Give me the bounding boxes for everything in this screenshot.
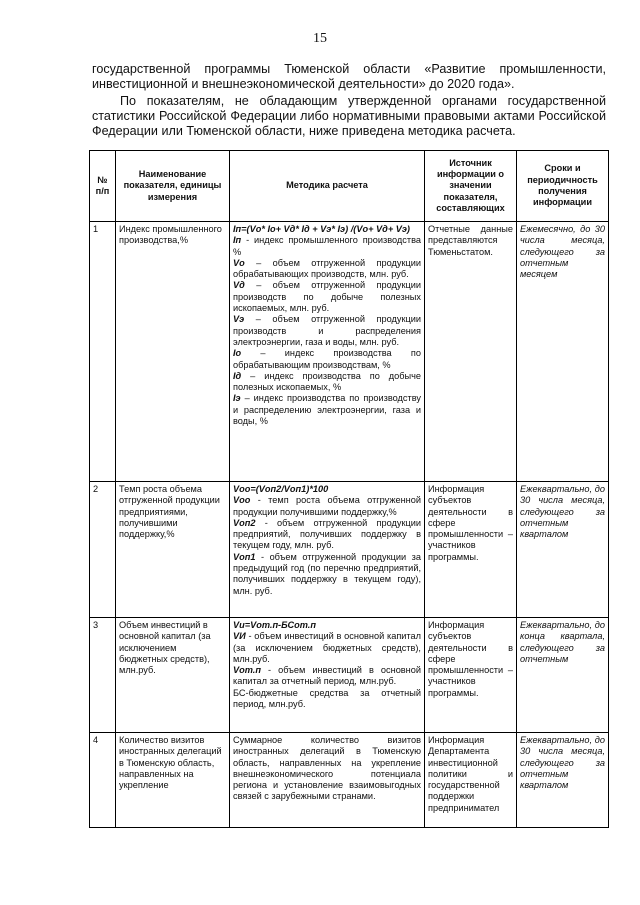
method-line xyxy=(233,495,421,518)
method-line xyxy=(233,484,421,495)
header-source: Источник информации о значении показателя, составляющих xyxy=(425,151,517,222)
calculation-method xyxy=(230,222,425,482)
information-term: Ежеквартально, до 30 числа месяца, следующего за отчетным кварталом xyxy=(517,733,609,828)
variable-symbol: Vэ xyxy=(233,314,245,325)
variable-symbol: Vоо xyxy=(233,495,251,506)
intro-paragraph xyxy=(92,62,606,92)
information-source: Информация Департамента инвестиционной политики и государственной поддержки предпринимател xyxy=(425,733,517,828)
indicator-name: Темп роста объема отгруженной продукции предприятиями, получившими поддержку,% xyxy=(116,482,230,618)
variable-symbol: Iд xyxy=(233,370,242,381)
method-line xyxy=(233,371,421,394)
intro-text: государственной программы Тюменской области «Развитие промышленности, инвестиционной и внешнеэкономической деятельности» до 2020 года». xyxy=(92,62,606,92)
variable-description: – объем отгруженной продукции производств и распределения электроэнергии, газа и воды, млн. руб. xyxy=(233,314,421,347)
method-line xyxy=(233,631,421,665)
information-term: Ежеквартально, до 30 числа месяца, следующего за отчетным кварталом xyxy=(517,482,609,618)
row-number: 4 xyxy=(90,733,116,828)
method-line xyxy=(233,348,421,371)
calculation-method xyxy=(230,618,425,733)
variable-symbol: Vд xyxy=(233,280,245,291)
method-line xyxy=(233,552,421,597)
indicator-name: Объем инвестиций в основной капитал (за исключением бюджетных средств), млн.руб. xyxy=(116,618,230,733)
page-number: 15 xyxy=(313,31,327,46)
method-line xyxy=(233,280,421,314)
intro-paragraph-2 xyxy=(92,94,606,140)
calculation-method xyxy=(230,482,425,618)
indicator-name: Индекс промышленного производства,% xyxy=(116,222,230,482)
variable-symbol: VИ xyxy=(233,631,246,642)
variable-description: БС-бюджетные средства за отчетный период, млн.руб. xyxy=(233,687,421,710)
method-line xyxy=(233,518,421,552)
row-number: 1 xyxy=(90,222,116,482)
information-term: Ежемесячно, до 30 числа месяца, следующего за отчетным месяцем xyxy=(517,222,609,482)
variable-description: - объем инвестиций в основной капитал за отчетный период, млн.руб. xyxy=(233,665,421,687)
method-line xyxy=(233,258,421,281)
header-num: № п/п xyxy=(90,151,116,222)
method-line xyxy=(233,235,421,258)
intro-text-2: По показателям, не обладающим утвержденной органами государственной статистики Российской Федерации либо нормативными правовыми актами Российской Федерации или Тюменской области, ниже приведена методика расчета. xyxy=(92,94,606,139)
table-row xyxy=(90,733,609,828)
variable-description: – индекс производства по производству и распределению электроэнергии, газа и воды, % xyxy=(233,393,421,427)
variable-symbol: Iэ xyxy=(233,393,241,404)
information-source: Отчетные данные представляются Тюменьстатом. xyxy=(425,222,517,482)
row-number: 2 xyxy=(90,482,116,618)
information-source: Информация субъектов деятельности в сфере промышленности –участников программы. xyxy=(425,482,517,618)
header-method: Методика расчета xyxy=(230,151,425,222)
variable-description: – объем отгруженной продукции производств по добыче полезных ископаемых, млн. руб. xyxy=(233,280,421,314)
header-name: Наименование показателя, единицы измерения xyxy=(116,151,230,222)
method-line xyxy=(233,393,421,427)
method-line xyxy=(233,688,421,711)
method-line xyxy=(233,735,421,803)
row-number: 3 xyxy=(90,618,116,733)
indicator-name: Количество визитов иностранных делегаций в Тюменскую область, направленных на укрепление xyxy=(116,733,230,828)
formula: Vи=Vот.п-БСот.п xyxy=(233,620,316,630)
table-row xyxy=(90,618,609,733)
formula: Iп=(Vо* Iо+ Vд* Iд + Vэ* Iэ) /(Vо+ Vд+ Vэ) xyxy=(233,224,410,234)
variable-description: – объем отгруженной продукции обрабатывающих производств, млн. руб. xyxy=(233,257,421,280)
variable-description: – индекс производства по обрабатывающим производствам, % xyxy=(233,348,421,370)
method-line xyxy=(233,665,421,688)
calculation-method xyxy=(230,733,425,828)
table-row xyxy=(90,482,609,618)
variable-description: - индекс промышленного производства % xyxy=(233,235,421,257)
variable-symbol: Vот.п xyxy=(233,665,261,676)
variable-symbol: Iп xyxy=(233,235,242,246)
variable-description: - объем отгруженной продукции за предыдущий год (по перечню предприятий, получивших поддержку в текущем году), млн. руб. xyxy=(233,551,421,596)
method-line xyxy=(233,224,421,235)
formula: Vоо=(Vоп2/Vоп1)*100 xyxy=(233,484,329,494)
header-term: Сроки и периодичность получения информации xyxy=(517,151,609,222)
variable-symbol: Iо xyxy=(233,348,242,359)
table-header-row xyxy=(90,151,609,222)
information-source: Информация субъектов деятельности в сфере промышленности –участников программы. xyxy=(425,618,517,733)
methodology-table xyxy=(89,150,609,828)
table-row xyxy=(90,222,609,482)
variable-description: - темп роста объема отгруженной продукции получившими поддержку,% xyxy=(233,495,421,517)
variable-symbol: Vо xyxy=(233,257,245,268)
variable-description: Суммарное количество визитов иностранных делегаций в Тюменскую область, направленных на укрепление внешнеэкономического потенциала региона и установление взаимовыгодных связей с зарубежными странами. xyxy=(233,735,421,802)
variable-symbol: Vоп1 xyxy=(233,551,256,562)
variable-description: - объем инвестиций в основной капитал (за исключением бюджетных средств), млн.руб. xyxy=(233,631,421,664)
variable-description: – индекс производства по добыче полезных ископаемых, % xyxy=(233,370,421,393)
variable-description: - объем отгруженной продукции предприятий, получивших поддержку в текущем году, млн. руб. xyxy=(233,517,421,551)
method-line xyxy=(233,620,421,631)
information-term: Ежеквартально, до конца квартала, следующего за отчетным xyxy=(517,618,609,733)
method-line xyxy=(233,314,421,348)
variable-symbol: Vоп2 xyxy=(233,517,256,528)
